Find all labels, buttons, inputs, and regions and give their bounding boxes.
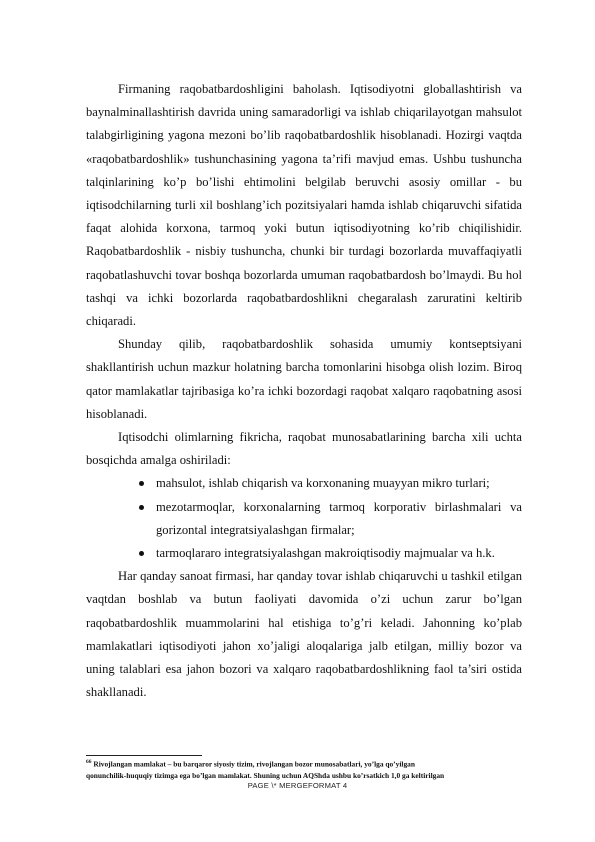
- paragraph-general-concept: Shunday qilib, raqobatbardoshlik sohasida umumiy kontseptsiyani shakllantirish uchun mazkur holatning barcha tomonlarini hisobga olish lozim. Biroq qator mamlakatlar tajribasiga ko’ra ichki bozordagi raqobat xalqaro raqobatning asosi hisoblanadi.: [86, 337, 522, 421]
- footnote-line-1: Rivojlangan mamlakat – bu barqaror siyosiy tizim, rivojlangan bozor munosabatlari, yo’lga qo’yilgan: [93, 759, 415, 769]
- paragraph-competitiveness-assessment: Firmaning raqobatbardoshligini baholash. Iqtisodiyotni globallashtirish va baynalminallashtirish davrida uning samaradorligi va ishlab chiqarilayotgan mahsulot talabgirligining yagona mezoni bo’lib raqobatbardoshlik hisoblanadi. Hozirgi vaqtda «raqobatbardoshlik» tushunchasining yagona ta’rifi mavjud emas. Ushbu tushuncha talqinlarining ko’p bo’lishi ehtimolini belgilab beruvchi asosiy omillar - bu iqtisodchilarning turli xil boshlang’ich pozitsiyalari hamda ishlab chiqaruvchi sifatida faqat alohida korxona, tarmoq yoki butun iqtisodiyotning ko’rib chiqilishidir. Raqobatbardoshlik - nisbiy tushuncha, chunki bir turdagi bozorlarda muvaffaqiyatli raqobatlashuvchi tovar boshqa bozorlarda umuman raqobatbardosh bo’lmaydi. Bu hol tashqi va ichki bozorlarda raqobatbardoshlikni chegaralash zaruratini keltirib chiqaradi.: [86, 82, 522, 329]
- footnote-separator: [86, 755, 202, 756]
- footnote-marker: 66: [86, 759, 92, 765]
- stages-list: [86, 472, 522, 565]
- list-item: mahsulot, ishlab chiqarish va korxonaning muayyan mikro turlari;: [142, 472, 522, 495]
- document-body: [86, 78, 522, 704]
- bullet-icon: [139, 551, 144, 556]
- paragraph-three-stages: Iqtisodchi olimlarning fikricha, raqobat munosabatlarining barcha xili uchta bosqichda amalga oshiriladi:: [86, 430, 522, 468]
- list-item: tarmoqlararo integratsiyalashgan makroiqtisodiy majmualar va h.k.: [142, 542, 522, 565]
- footnote: [86, 757, 522, 782]
- footnote-line-2: qonunchilik-huquqiy tizimga ega bo’lgan mamlakat. Shuning uchun AQShda ushbu ko’rsatkich 1,0 ga keltirilgan: [86, 771, 445, 781]
- page-footer-field: PAGE \* MERGEFORMAT 4: [247, 781, 348, 790]
- paragraph-industrial-firm: Har qanday sanoat firmasi, har qanday tovar ishlab chiqaruvchi u tashkil etilgan vaqtdan boshlab va butun faoliyati davomida o’zi uchun zarur bo’lgan raqobatbardoshlik muammolarini hal etishiga to’g’ri keladi. Jahonning ko’plab mamlakatlari iqtisodiyoti jahon xo’jaligi aloqalariga jalb etilgan, milliy bozor va uning talablari esa jahon bozori va xalqaro raqobatbardoshlikning faol ta’siri ostida shakllanadi.: [86, 569, 522, 700]
- bullet-icon: [139, 481, 144, 486]
- list-item: mezotarmoqlar, korxonalarning tarmoq korporativ birlashmalari va gorizontal integratsiyalashgan firmalar;: [142, 496, 522, 542]
- bullet-icon: [139, 505, 144, 510]
